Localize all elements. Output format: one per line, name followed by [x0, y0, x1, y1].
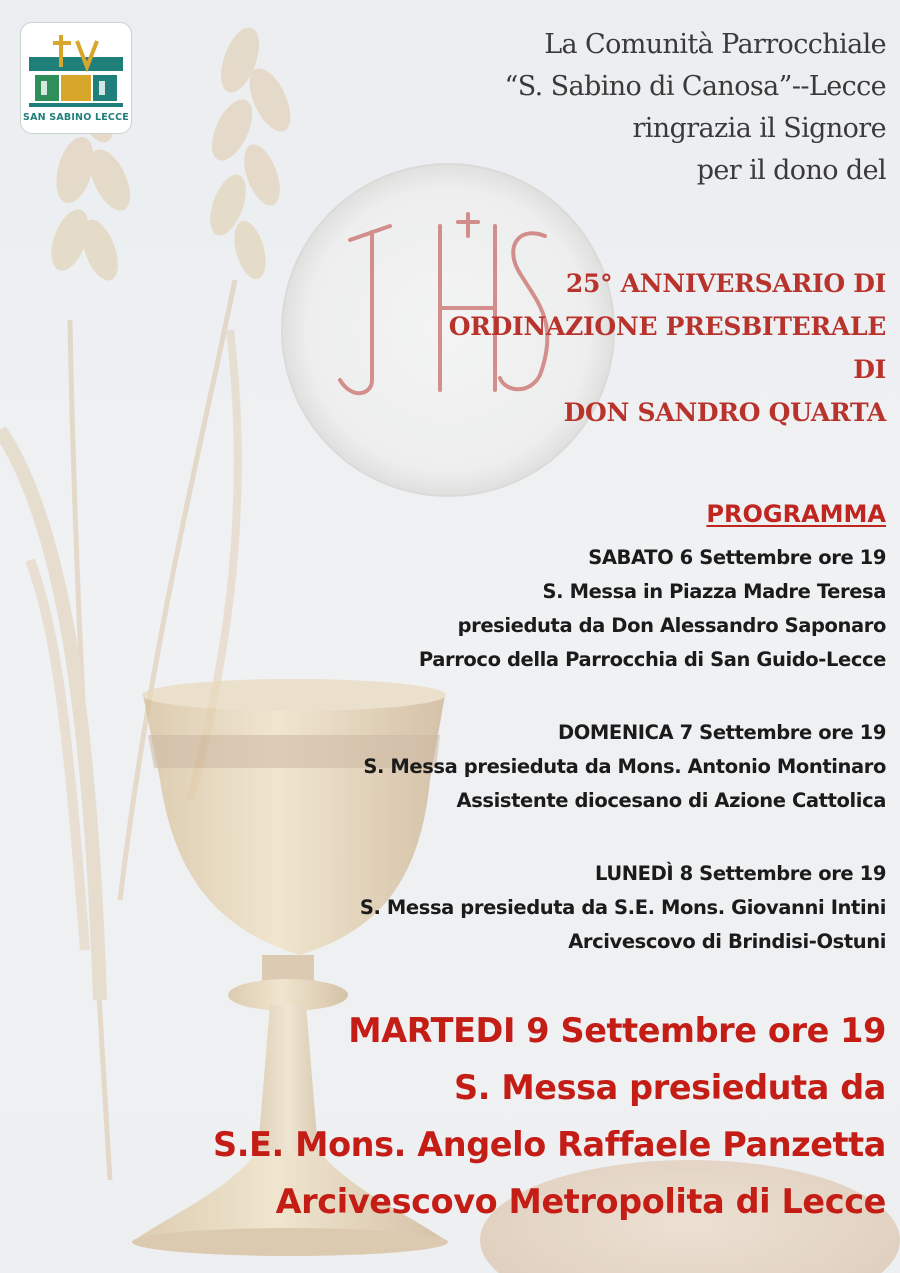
event-tuesday-highlight — [213, 1002, 886, 1230]
event-line: presieduta da Don Alessandro Saponaro — [457, 614, 886, 637]
event-date: LUNEDÌ 8 Settembre ore 19 — [594, 862, 886, 885]
event-date: DOMENICA 7 Settembre ore 19 — [557, 721, 886, 744]
parish-logo — [20, 22, 132, 134]
anniversary-title — [449, 262, 886, 434]
highlight-date: MARTEDI 9 Settembre ore 19 — [348, 1011, 886, 1050]
header-line: ringrazia il Signore — [632, 113, 886, 144]
programma-title: PROGRAMMA — [706, 500, 886, 528]
header-line: La Comunità Parrocchiale — [544, 29, 886, 60]
highlight-line: S.E. Mons. Angelo Raffaele Panzetta — [213, 1125, 886, 1164]
header-line: “S. Sabino di Canosa”--Lecce — [504, 71, 886, 102]
event-line: Arcivescovo di Brindisi-Ostuni — [568, 930, 886, 953]
highlight-line: S. Messa presieduta da — [454, 1068, 886, 1107]
event-line: Parroco della Parrocchia di San Guido-Lecce — [418, 648, 886, 671]
event-line: S. Messa presieduta da Mons. Antonio Montinaro — [363, 755, 886, 778]
highlight-line: Arcivescovo Metropolita di Lecce — [275, 1182, 886, 1221]
anniversary-line: DI — [853, 355, 886, 384]
anniversary-line: DON SANDRO QUARTA — [563, 398, 886, 427]
event-line: S. Messa in Piazza Madre Teresa — [542, 580, 886, 603]
logo-caption: SAN SABINO LECCE — [23, 112, 129, 123]
event-sunday — [363, 716, 886, 818]
event-line: S. Messa presieduta da S.E. Mons. Giovanni Intini — [359, 896, 886, 919]
event-saturday — [419, 541, 886, 677]
anniversary-line: ORDINAZIONE PRESBITERALE — [448, 312, 886, 341]
event-monday — [360, 857, 886, 959]
event-line: Assistente diocesano di Azione Cattolica — [456, 789, 886, 812]
event-date: SABATO 6 Settembre ore 19 — [588, 546, 886, 569]
header-line: per il dono del — [696, 155, 886, 186]
header-dedication — [505, 24, 886, 192]
anniversary-line: 25° ANNIVERSARIO DI — [565, 269, 886, 298]
